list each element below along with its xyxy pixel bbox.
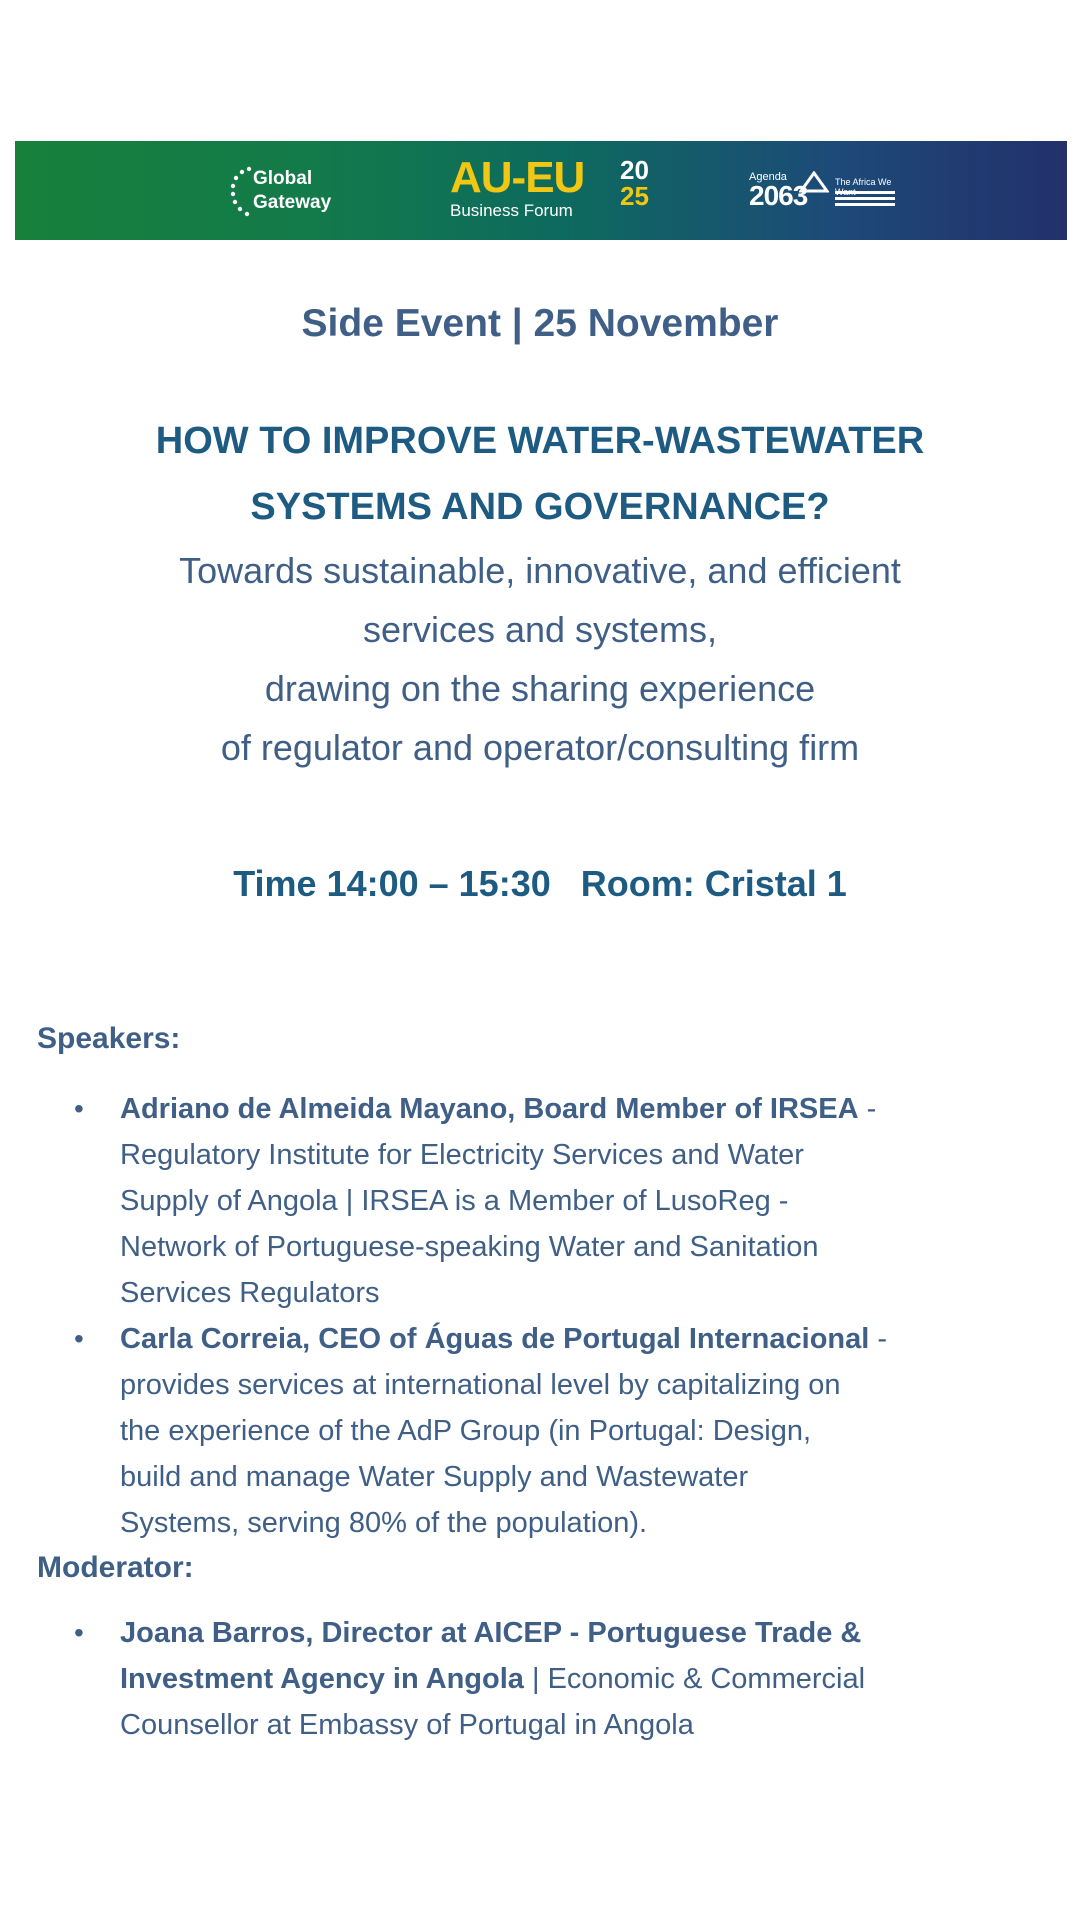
subtitle-line: Towards sustainable, innovative, and efficient	[179, 550, 901, 591]
agenda-label: Agenda	[749, 171, 787, 183]
forum-title: AU-EU	[450, 153, 585, 202]
global-gateway-line-1: Global	[253, 168, 313, 189]
speaker-entry	[120, 1086, 1065, 1316]
speaker-description-line: Network of Portuguese-speaking Water and Sanitation	[120, 1231, 819, 1263]
global-gateway-line-2: Gateway	[253, 192, 332, 213]
forum-year-top: 20	[620, 155, 649, 185]
bullet-icon: •	[74, 1617, 84, 1648]
moderator-heading: Moderator:	[37, 1551, 194, 1584]
moderator-agency: Investment Agency in Angola	[120, 1663, 524, 1695]
page-title	[0, 408, 1080, 540]
au-eu-forum-logo	[450, 155, 670, 227]
event-banner	[15, 141, 1067, 240]
agenda-2063-logo	[749, 171, 899, 217]
speaker-description-line: Systems, serving 80% of the population).	[120, 1507, 648, 1539]
moderator-role-line: Counsellor at Embassy of Portugal in Angola	[120, 1709, 694, 1741]
moderator-role: | Economic & Commercial	[523, 1663, 866, 1695]
time-room-line: Time 14:00 – 15:30 Room: Cristal 1	[233, 863, 847, 904]
subtitle-line: drawing on the sharing experience	[264, 668, 816, 709]
event-date-heading: Side Event | 25 November	[301, 302, 779, 345]
event-subtitle	[0, 541, 1080, 777]
bullet-icon: •	[74, 1323, 84, 1354]
speakers-heading: Speakers:	[37, 1022, 181, 1055]
star-circle-icon	[227, 163, 253, 221]
title-line: HOW TO IMPROVE WATER-WASTEWATER	[155, 420, 925, 462]
moderator-name: Joana Barros, Director at AICEP - Portuguese Trade &	[120, 1617, 862, 1649]
agenda-tagline: The Africa We	[835, 177, 892, 187]
speaker-name: Adriano de Almeida Mayano, Board Member of IRSEA	[120, 1093, 859, 1125]
subtitle-line: of regulator and operator/consulting firm	[220, 727, 860, 768]
title-line: SYSTEMS AND GOVERNANCE?	[250, 486, 830, 528]
forum-year-bottom: 25	[620, 181, 649, 211]
speaker-entry	[120, 1316, 1065, 1546]
bullet-icon: •	[74, 1093, 84, 1124]
africa-mark-icon	[799, 171, 829, 193]
speaker-description-line: Regulatory Institute for Electricity Services and Water	[120, 1139, 804, 1171]
speaker-description-line: Supply of Angola | IRSEA is a Member of LusoReg -	[120, 1185, 789, 1217]
speaker-description-line: the experience of the AdP Group (in Portugal: Design,	[120, 1415, 812, 1447]
agenda-bars-icon	[835, 191, 895, 213]
speaker-separator: -	[858, 1093, 877, 1125]
speaker-separator: -	[869, 1323, 888, 1355]
speaker-description-line: Services Regulators	[120, 1277, 380, 1309]
forum-subtitle: Business Forum	[450, 201, 573, 220]
subtitle-line: services and systems,	[362, 609, 718, 650]
global-gateway-logo	[227, 163, 357, 221]
moderator-entry	[120, 1610, 1065, 1748]
speaker-description-line: build and manage Water Supply and Wastewater	[120, 1461, 749, 1493]
speaker-name: Carla Correia, CEO of Águas de Portugal Internacional	[120, 1323, 870, 1355]
speaker-description-line: provides services at international level by capitalizing on	[120, 1369, 841, 1401]
agenda-year: 2063	[749, 180, 808, 211]
